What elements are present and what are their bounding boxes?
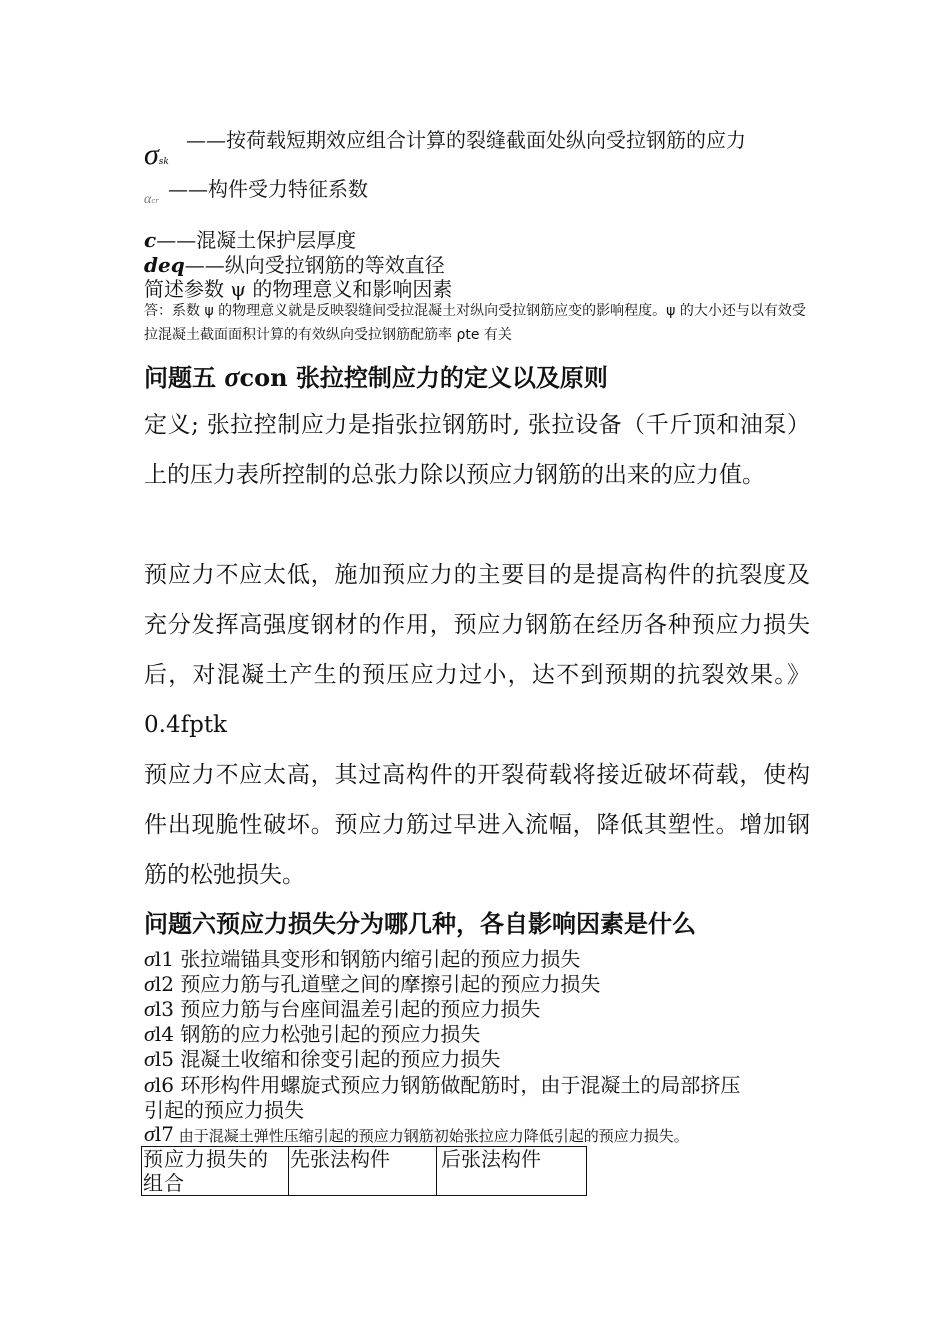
- alpha-cr-symbol: αcr: [144, 192, 159, 207]
- loss-item-l7: σl7 由于混凝土弹性压缩引起的预应力钢筋初始张拉应力降低引起的预应力损失。: [144, 1121, 689, 1146]
- table-header-cell: 后张法构件: [437, 1147, 587, 1196]
- sigma-sk-symbol: σsk: [144, 138, 169, 171]
- sigma-sk-definition: ——按荷载短期效应组合计算的裂缝截面处纵向受拉钢筋的应力: [186, 128, 746, 152]
- psi-question: 简述参数 ψ 的物理意义和影响因素: [144, 277, 453, 301]
- tension-control-stress-definition: 定义; 张拉控制应力是指张拉钢筋时, 张拉设备（千斤顶和油泵）上的压力表所控制的总张力除以预应力钢筋的出来的应力值。: [144, 412, 810, 488]
- cover-thickness-definition: c——混凝土保护层厚度: [144, 228, 357, 252]
- table-header-cell: 先张法构件: [289, 1147, 437, 1196]
- psi-answer: 答：系数 ψ 的物理意义就是反映裂缝间受拉混凝土对纵向受拉钢筋应变的影响程度。ψ 的大小还与以有效受拉混凝土截面面积计算的有效纵向受拉钢筋配筋率 ρte 有关: [144, 303, 806, 343]
- equivalent-diameter-definition: deq——纵向受拉钢筋的等效直径: [144, 253, 445, 277]
- loss-combination-table: [141, 1146, 587, 1196]
- table-header-row: [142, 1147, 587, 1196]
- alpha-cr-definition: ——构件受力特征系数: [168, 177, 368, 201]
- question-six-heading: 问题六预应力损失分为哪几种，各自影响因素是什么: [144, 909, 696, 938]
- loss-item-l2: σl2 预应力筋与孔道壁之间的摩擦引起的预应力损失: [144, 971, 601, 996]
- loss-item-l6: σl6 环形构件用螺旋式预应力钢筋做配筋时，由于混凝土的局部挤压: [144, 1072, 741, 1097]
- loss-item-l6-continued: 引起的预应力损失: [144, 1098, 304, 1122]
- loss-item-l4: σl4 钢筋的应力松弛引起的预应力损失: [144, 1021, 481, 1046]
- question-five-heading: 问题五 σcon 张拉控制应力的定义以及原则: [144, 362, 608, 393]
- table-header-cell: 预应力损失的组合: [142, 1147, 289, 1196]
- principle-not-too-high: 预应力不应太高，其过高构件的开裂荷载将接近破坏荷载，使构件出现脆性破坏。预应力筋过早进入流幅，降低其塑性。增加钢筋的松弛损失。: [144, 762, 810, 888]
- loss-item-l1: σl1 张拉端锚具变形和钢筋内缩引起的预应力损失: [144, 946, 581, 971]
- principle-not-too-low: 预应力不应太低，施加预应力的主要目的是提高构件的抗裂度及充分发挥高强度钢材的作用，预应力钢筋在经历各种预应力损失后，对混凝土产生的预压应力过小，达不到预期的抗裂效果。》0.4fptk: [144, 562, 810, 738]
- loss-item-l3: σl3 预应力筋与台座间温差引起的预应力损失: [144, 996, 541, 1021]
- loss-item-l5: σl5 混凝土收缩和徐变引起的预应力损失: [144, 1046, 501, 1071]
